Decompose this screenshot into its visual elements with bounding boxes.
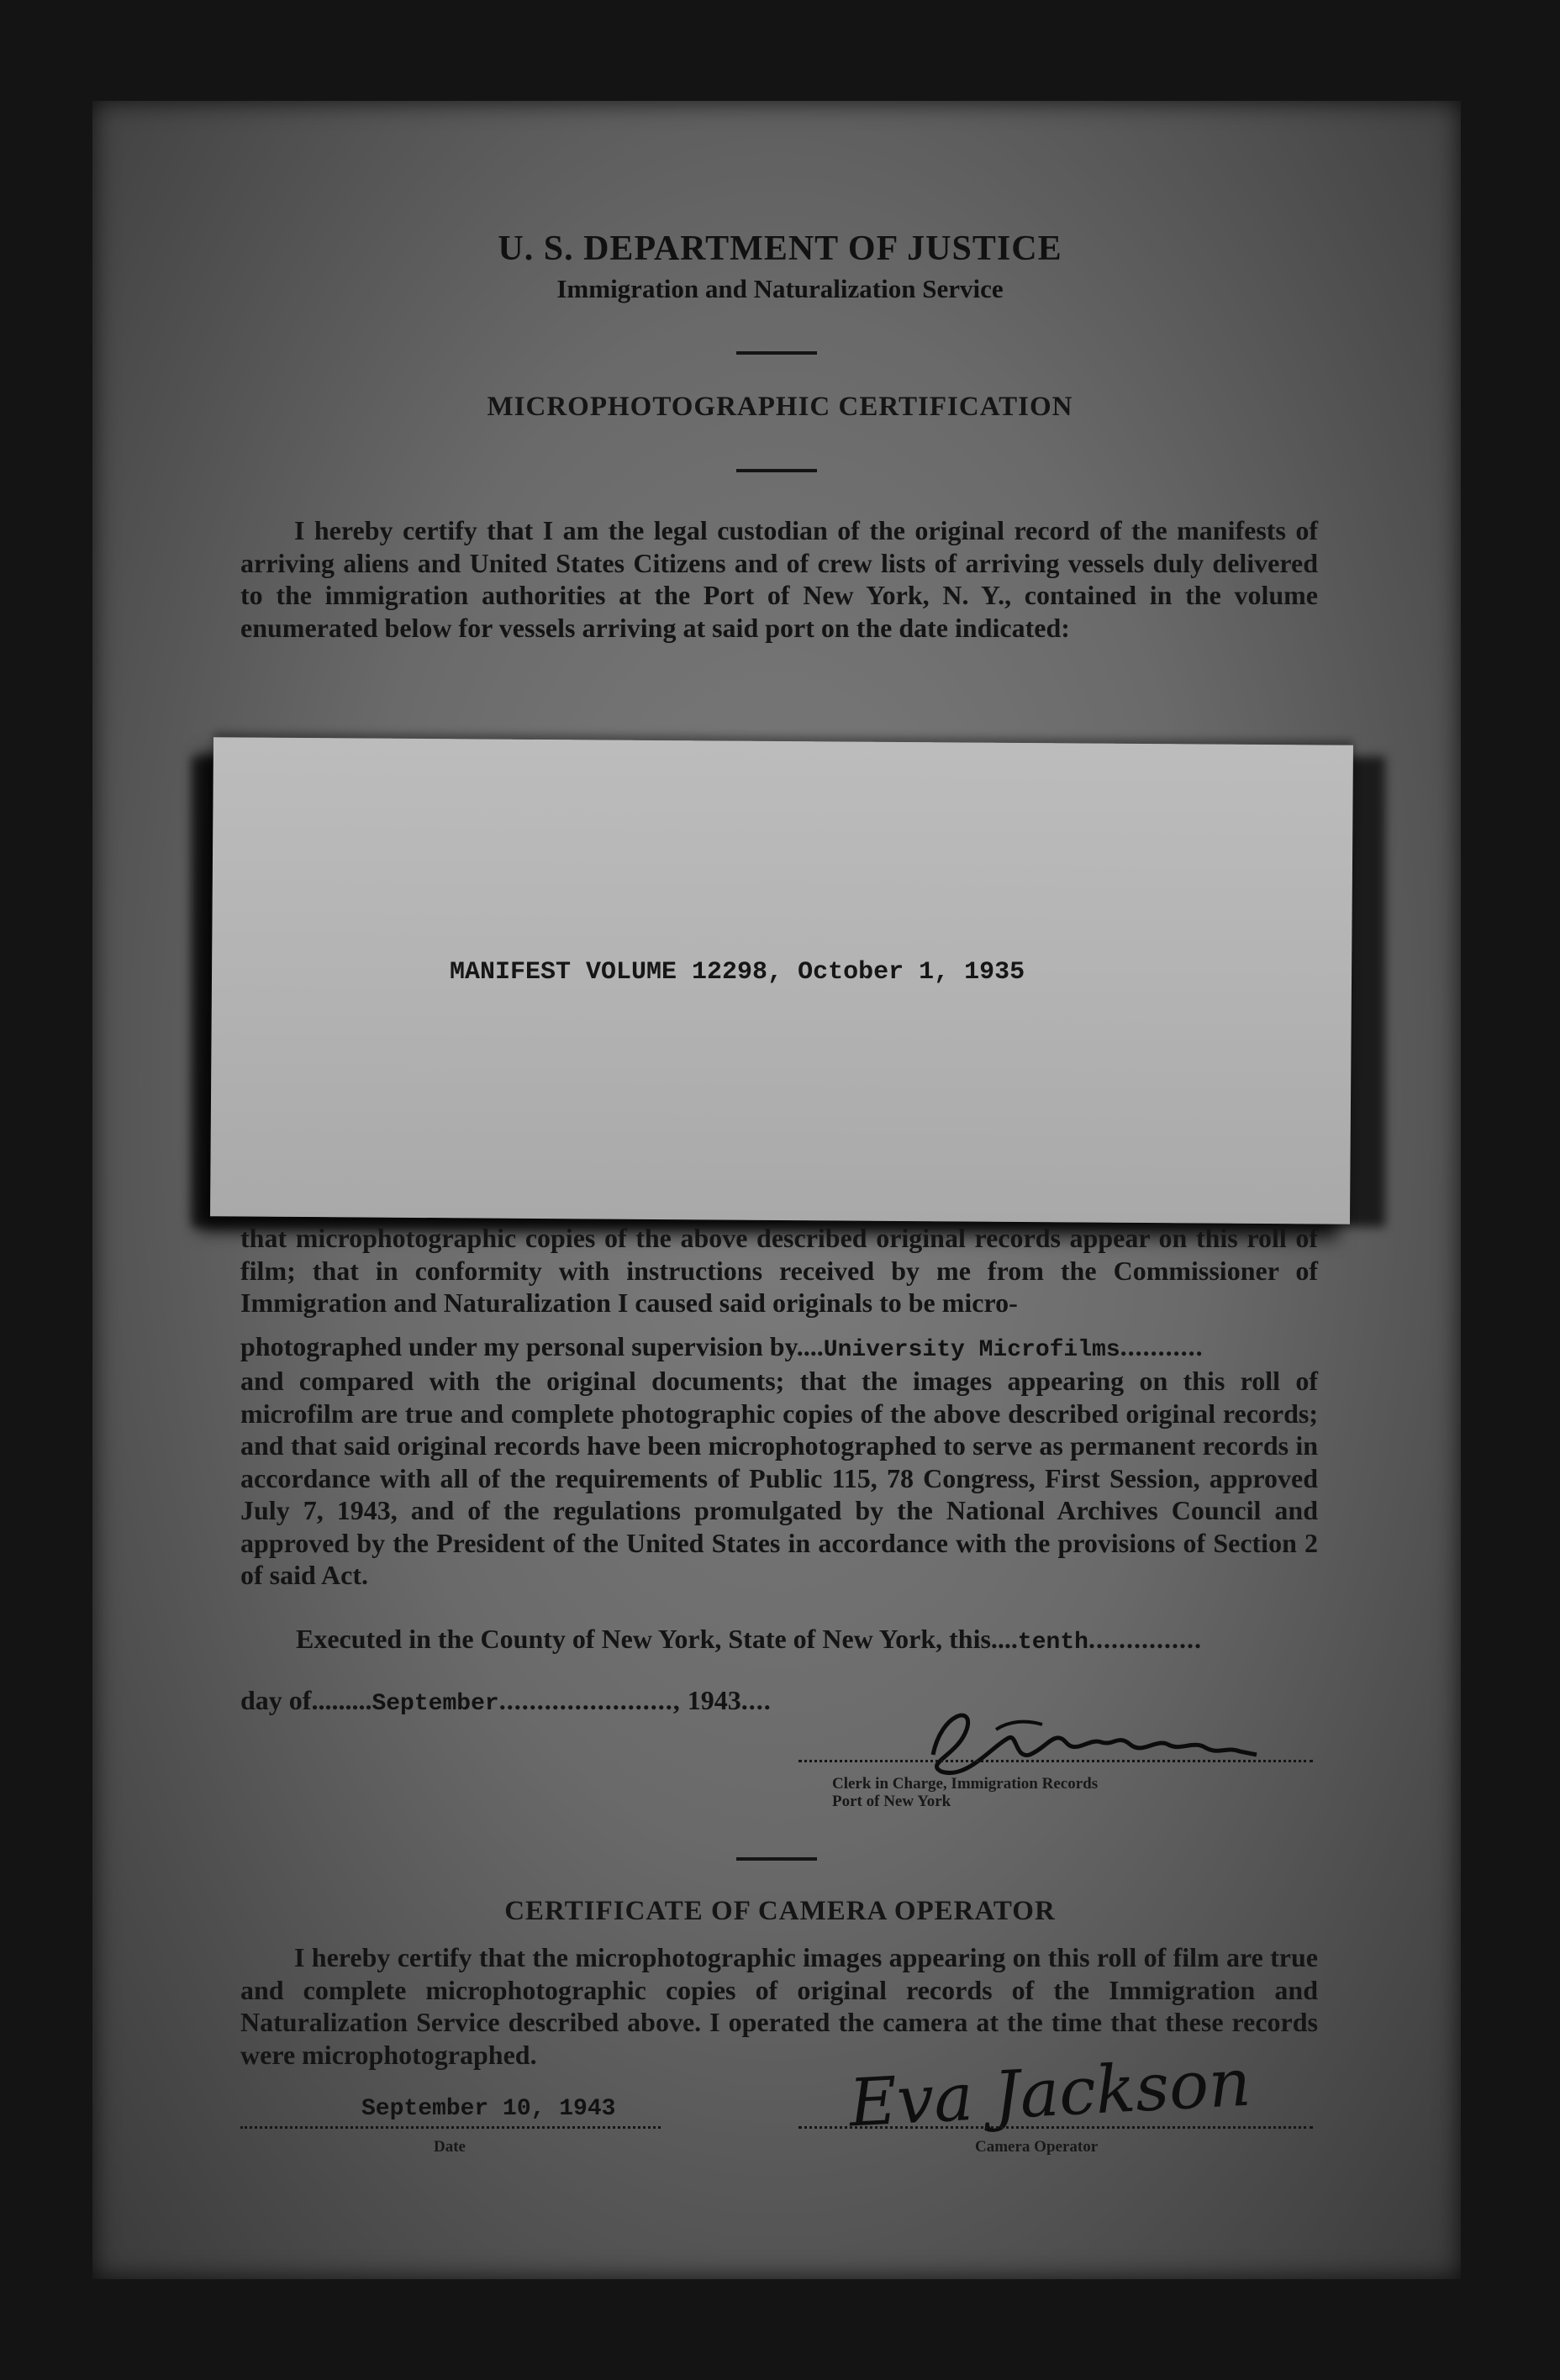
manifest-volume-label: MANIFEST VOLUME 12298, October 1, 1935 [450,958,1025,987]
supervision-by-value: University Microfilms [823,1337,1120,1363]
camera-date-line [240,2126,661,2129]
body-paragraph-rest: and compared with the original documents; that the images appearing on this roll of microfilm are true and complete photographic copies of the above described original records; and that said original records have been microphotographed to serve as permanent records in accordance with all of the requirements of Public 115, 78 Congress, First Session, approved July 7, 1943, and of the regulations promulgated by the National Archives Council and approved by the President of the United States in accordance with the provisions of Section 2 of said Act. [240,1366,1318,1590]
camera-certificate-title: CERTIFICATE OF CAMERA OPERATOR [504,1896,1056,1926]
executed-prefix: Executed in the County of New York, State of New York, this.... [296,1624,1018,1654]
heading-divider [736,351,817,355]
supervision-prefix: photographed under my personal supervision by.... [240,1331,824,1361]
executed-month: September [372,1691,499,1717]
clerk-signature-line [798,1760,1313,1762]
executed-line [296,1624,1202,1656]
executed-dots: ............... [1088,1624,1202,1654]
month-dots: ......................., [498,1685,681,1715]
camera-section-divider [736,1857,817,1861]
intro-paragraph: I hereby certify that I am the legal custodian of the original record of the manifests of arriving aliens and United States Citizens and of crew lists of arriving vessels duly delivered to the immigration authorities at the Port of New York, N. Y., contained in the volume enumerated below for vessels arriving at said port on the date indicated: [240,515,1318,643]
executed-year: 1943 [687,1685,741,1715]
day-of-line [240,1685,772,1717]
year-dots: .... [740,1685,772,1715]
camera-paragraph: I hereby certify that the microphotographic images appearing on this roll of film are true and complete microphotographic copies of original records of the Immigration and Naturalization Service described above. I operated the camera at the time that these records were microphotographed. [240,1942,1318,2070]
service-subheading: Immigration and Naturalization Service [556,274,1004,303]
camera-operator-line [798,2126,1313,2129]
camera-operator-signature: Eva Jackson [846,2045,1253,2142]
supervision-dots: ........... [1120,1331,1204,1361]
clerk-caption-line2: Port of New York [832,1793,951,1810]
certification-title: MICROPHOTOGRAPHIC CERTIFICATION [487,392,1073,422]
camera-operator-caption: Camera Operator [975,2138,1099,2156]
day-of-label: day of......... [240,1685,372,1715]
supervision-line [240,1331,1204,1363]
clerk-caption-line1: Clerk in Charge, Immigration Records [832,1775,1099,1793]
body-paragraph-start: that microphotographic copies of the above described original records appear on this roll of film; that in conformity with instructions received by me from the Commissioner of Immigration and Naturalization I caused said originals to be micro- [240,1223,1318,1318]
agency-heading: U. S. DEPARTMENT OF JUSTICE [498,229,1062,268]
clerk-caption [832,1775,1098,1810]
camera-date-caption: Date [434,2138,466,2156]
executed-day: tenth [1017,1630,1088,1656]
camera-date-value: September 10, 1943 [361,2096,616,2122]
title-divider [736,469,817,472]
